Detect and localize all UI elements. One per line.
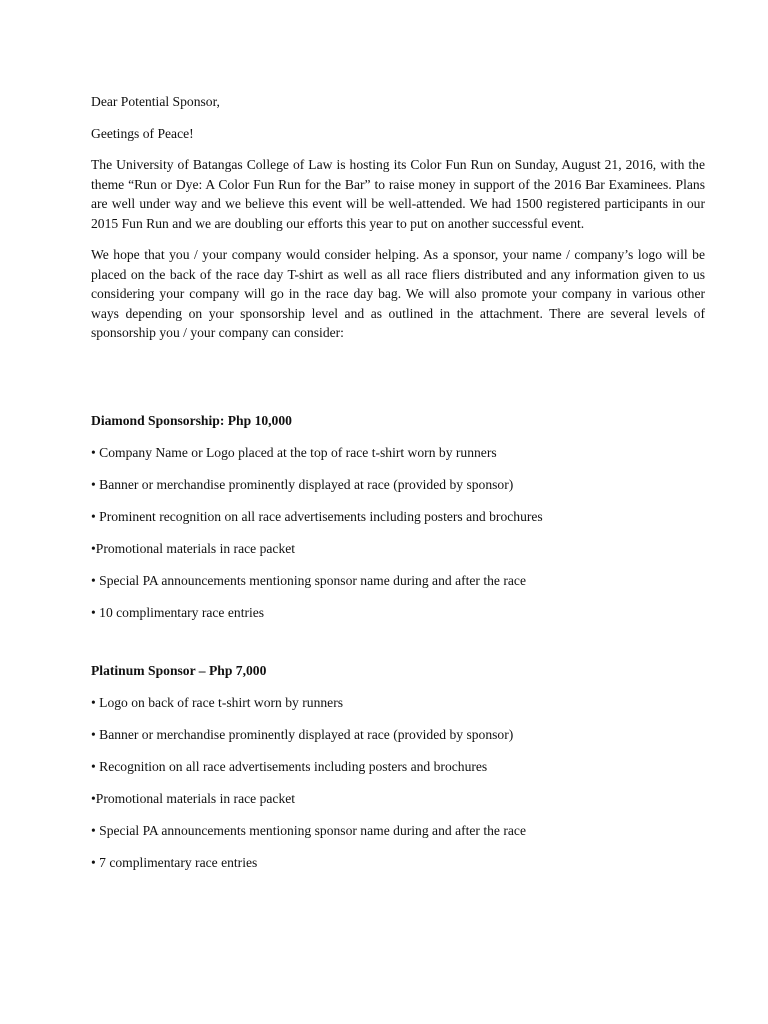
diamond-item: • Company Name or Logo placed at the top of race t-shirt worn by runners <box>91 445 497 460</box>
diamond-item: •Promotional materials in race packet <box>91 541 296 556</box>
salutation: Dear Potential Sponsor, <box>91 94 220 109</box>
diamond-item: • 10 complimentary race entries <box>91 605 265 620</box>
platinum-item: •Promotional materials in race packet <box>91 791 296 806</box>
letter-body <box>91 92 705 355</box>
diamond-item: • Prominent recognition on all race advertisements including posters and brochures <box>91 509 543 524</box>
platinum-item: • Special PA announcements mentioning sponsor name during and after the race <box>91 823 526 838</box>
diamond-section <box>91 411 705 635</box>
platinum-item: • Banner or merchandise prominently displayed at race (provided by sponsor) <box>91 727 514 742</box>
platinum-item: • Recognition on all race advertisements including posters and brochures <box>91 759 488 774</box>
diamond-item: • Banner or merchandise prominently displayed at race (provided by sponsor) <box>91 477 514 492</box>
platinum-heading: Platinum Sponsor – Php 7,000 <box>91 663 267 678</box>
platinum-section <box>91 661 705 885</box>
diamond-heading: Diamond Sponsorship: Php 10,000 <box>91 413 292 428</box>
intro-paragraph: The University of Batangas College of Law is hosting its Color Fun Run on Sunday, August 21, 2016, with the theme “Run or Dye: A Color Fun Run for the Bar” to raise money in support of the 2016 Bar Examinees. Plans are well under way and we believe this event will be well-attended. We had 1500 registered participants in our 2015 Fun Run and we are doubling our efforts this year to put on another successful event. <box>91 157 705 231</box>
platinum-item: • 7 complimentary race entries <box>91 855 258 870</box>
sponsor-paragraph: We hope that you / your company would consider helping. As a sponsor, your name / company’s logo will be placed on the back of the race day T-shirt as well as all race fliers distributed and any information given to us considering your company will go in the race day bag. We will also promote your company in various other ways depending on your sponsorship level and as outlined in the attachment. There are several levels of sponsorship you / your company can consider: <box>91 247 705 340</box>
greeting: Geetings of Peace! <box>91 125 194 141</box>
diamond-item: • Special PA announcements mentioning sponsor name during and after the race <box>91 573 526 588</box>
platinum-item: • Logo on back of race t-shirt worn by runners <box>91 695 344 710</box>
